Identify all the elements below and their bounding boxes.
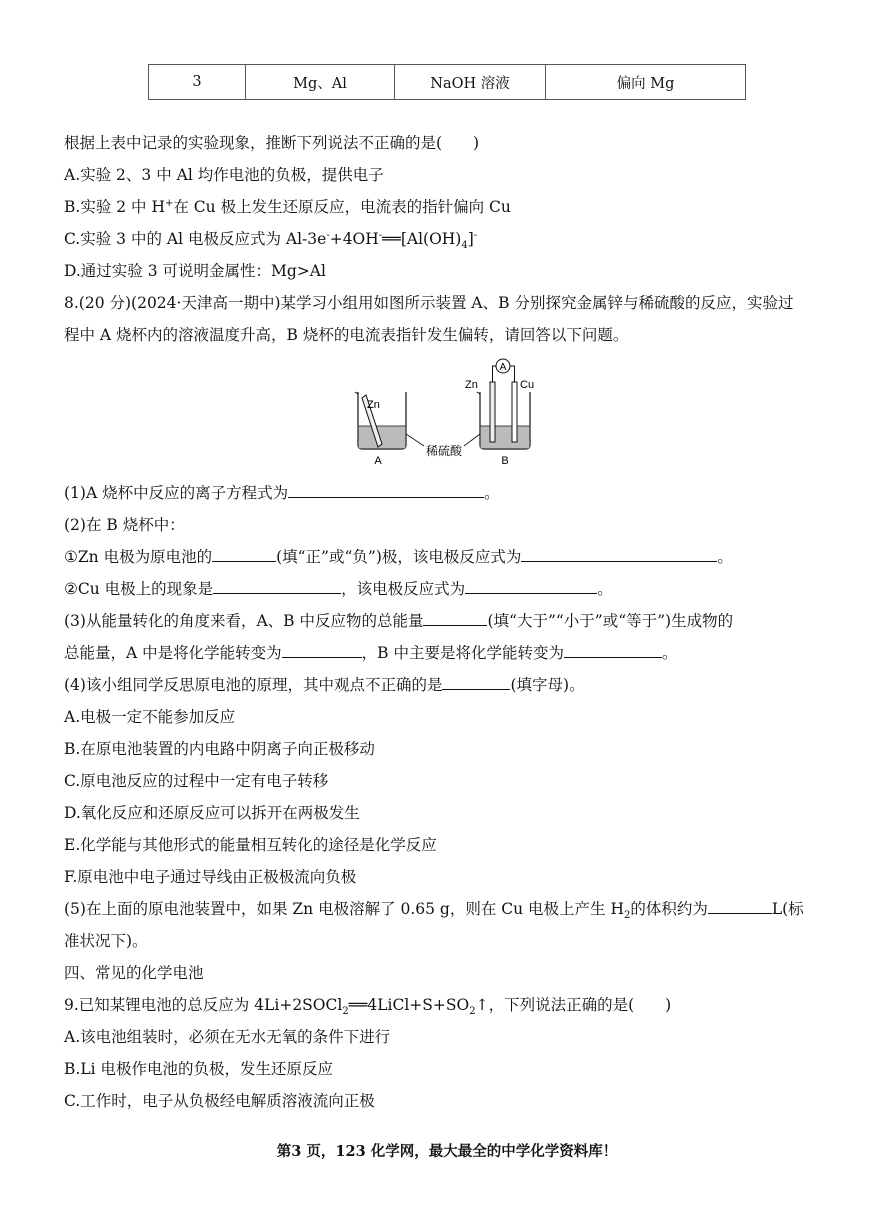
beaker-a — [355, 392, 406, 449]
table-cell: 3 — [149, 65, 246, 100]
zn-label-b: Zn — [465, 379, 478, 391]
answer-blank[interactable] — [442, 675, 510, 690]
text: 的体积约为 — [630, 900, 708, 918]
subscript: 2 — [469, 1006, 476, 1018]
q8-option-f: F.原电池中电子通过导线由正极极流向负极 — [64, 868, 357, 886]
answer-blank[interactable] — [521, 547, 717, 562]
answer-blank[interactable] — [213, 579, 341, 594]
q8-part1 — [64, 481, 500, 503]
text: (4)该小组同学反思原电池的原理，其中观点不正确的是 — [64, 676, 443, 694]
galvanic-cell-diagram — [350, 352, 550, 470]
answer-blank[interactable] — [564, 643, 662, 658]
text: (填“正”或“负”)极，该电极反应式为 — [276, 548, 522, 566]
text: (3)从能量转化的角度来看，A、B 中反应物的总能量 — [64, 612, 424, 630]
q8-part2: (2)在 B 烧杯中： — [64, 516, 185, 534]
q8-option-a: A.电极一定不能参加反应 — [64, 708, 236, 726]
q8-part2-1 — [64, 545, 733, 567]
q7-option-d: D.通过实验 3 可说明金属性：Mg>Al — [64, 262, 326, 280]
q8-option-c: C.原电池反应的过程中一定有电子转移 — [64, 772, 329, 790]
subscript: 2 — [342, 1006, 349, 1018]
text: 总能量，A 中是将化学能转变为 — [64, 644, 282, 662]
cu-label: Cu — [520, 379, 535, 391]
text: ══[Al(OH) — [382, 230, 462, 248]
q7-stem: 根据上表中记录的实验现象，推断下列说法不正确的是( ) — [64, 134, 480, 152]
text: ，B 中主要是将化学能转变为 — [361, 644, 564, 662]
text: ↑，下列说法正确的是( ) — [475, 996, 672, 1014]
answer-blank[interactable] — [708, 899, 772, 914]
text: ①Zn 电极为原电池的 — [64, 548, 213, 566]
beaker-b — [465, 359, 534, 449]
superscript: - — [473, 229, 478, 241]
answer-blank[interactable] — [423, 611, 487, 626]
q8-part2-2 — [64, 577, 613, 599]
q9-option-c: C.工作时，电子从负极经电解质溶液流向正极 — [64, 1092, 375, 1110]
text: C.实验 3 中的 Al 电极反应式为 Al-3e — [64, 230, 327, 248]
text: (5)在上面的原电池装置中，如果 Zn 电极溶解了 0.65 g，则在 Cu 电极上产生 H — [64, 900, 624, 918]
table-cell: Mg、Al — [246, 65, 395, 100]
subscript: 4 — [461, 240, 468, 252]
copper-electrode-b — [512, 382, 517, 442]
ammeter-label: A — [499, 362, 507, 373]
experiment-table — [148, 64, 746, 100]
q8-part3-line2 — [64, 641, 677, 663]
text: (1)A 烧杯中反应的离子方程式为 — [64, 484, 289, 502]
text: (填“大于”“小于”或“等于”)生成物的 — [487, 612, 734, 630]
q9-option-a: A.该电池组装时，必须在无水无氧的条件下进行 — [64, 1028, 391, 1046]
text: 。 — [661, 644, 678, 662]
text: ②Cu 电极上的现象是 — [64, 580, 214, 598]
q8-stem-line2: 程中 A 烧杯内的溶液温度升高，B 烧杯的电流表指针发生偏转，请回答以下问题。 — [64, 326, 629, 344]
wire-right — [510, 366, 515, 382]
text: B.实验 2 中 H — [64, 198, 165, 216]
text: ，该电极反应式为 — [341, 580, 466, 598]
q7-option-b — [64, 195, 511, 217]
beaker-b-label: B — [501, 455, 509, 467]
beaker-a-label: A — [374, 455, 382, 467]
text: (填字母)。 — [510, 676, 585, 694]
q8-option-d: D.氧化反应和还原反应可以拆开在两极发生 — [64, 804, 360, 822]
acid-label: 稀硫酸 — [425, 444, 463, 458]
text: 。 — [717, 548, 733, 566]
superscript: - — [378, 229, 383, 241]
superscript: + — [164, 197, 174, 209]
text: 9.已知某锂电池的总反应为 4Li+2SOCl — [64, 996, 343, 1014]
answer-blank[interactable] — [282, 643, 362, 658]
q8-part3-line1 — [64, 609, 733, 631]
q7-option-c — [64, 227, 477, 251]
q8-option-b: B.在原电池装置的内电路中阴离子向正极移动 — [64, 740, 375, 758]
q9-stem — [64, 993, 671, 1017]
answer-blank[interactable] — [465, 579, 597, 594]
subscript: 2 — [624, 910, 631, 922]
q9-option-b: B.Li 电极作电池的负极，发生还原反应 — [64, 1060, 333, 1078]
q8-option-e: E.化学能与其他形式的能量相互转化的途径是化学反应 — [64, 836, 437, 854]
table-cell: 偏向 Mg — [546, 65, 746, 100]
superscript: - — [326, 229, 330, 241]
text: 。 — [597, 580, 613, 598]
q8-part5-line1 — [64, 897, 804, 921]
q8-part4 — [64, 673, 585, 695]
text: L(标 — [771, 900, 804, 918]
zn-label-a: Zn — [367, 399, 380, 411]
q7-option-a: A.实验 2、3 中 Al 均作电池的负极，提供电子 — [64, 166, 384, 184]
wire-left — [493, 366, 497, 382]
page-footer: 第3 页，123 化学网，最大最全的中学化学资料库！ — [276, 1143, 618, 1160]
zinc-electrode-b — [490, 382, 495, 442]
answer-blank[interactable] — [288, 483, 484, 498]
table-row — [149, 65, 746, 100]
text: +4OH — [329, 230, 379, 248]
q8-stem-line1: 8.(20 分)(2024·天津高一期中)某学习小组用如图所示装置 A、B 分别探究金属锌与稀硫酸的反应，实验过 — [64, 294, 794, 312]
text: 在 Cu 极上发生还原反应，电流表的指针偏向 Cu — [173, 198, 511, 216]
answer-blank[interactable] — [212, 547, 276, 562]
text: 。 — [484, 484, 500, 502]
q8-part5-line2: 准状况下)。 — [64, 932, 148, 950]
text: ] — [467, 230, 474, 248]
table-cell: NaOH 溶液 — [395, 65, 546, 100]
section-heading: 四、常见的化学电池 — [64, 964, 204, 982]
text: ══4LiCl+S+SO — [348, 996, 470, 1014]
